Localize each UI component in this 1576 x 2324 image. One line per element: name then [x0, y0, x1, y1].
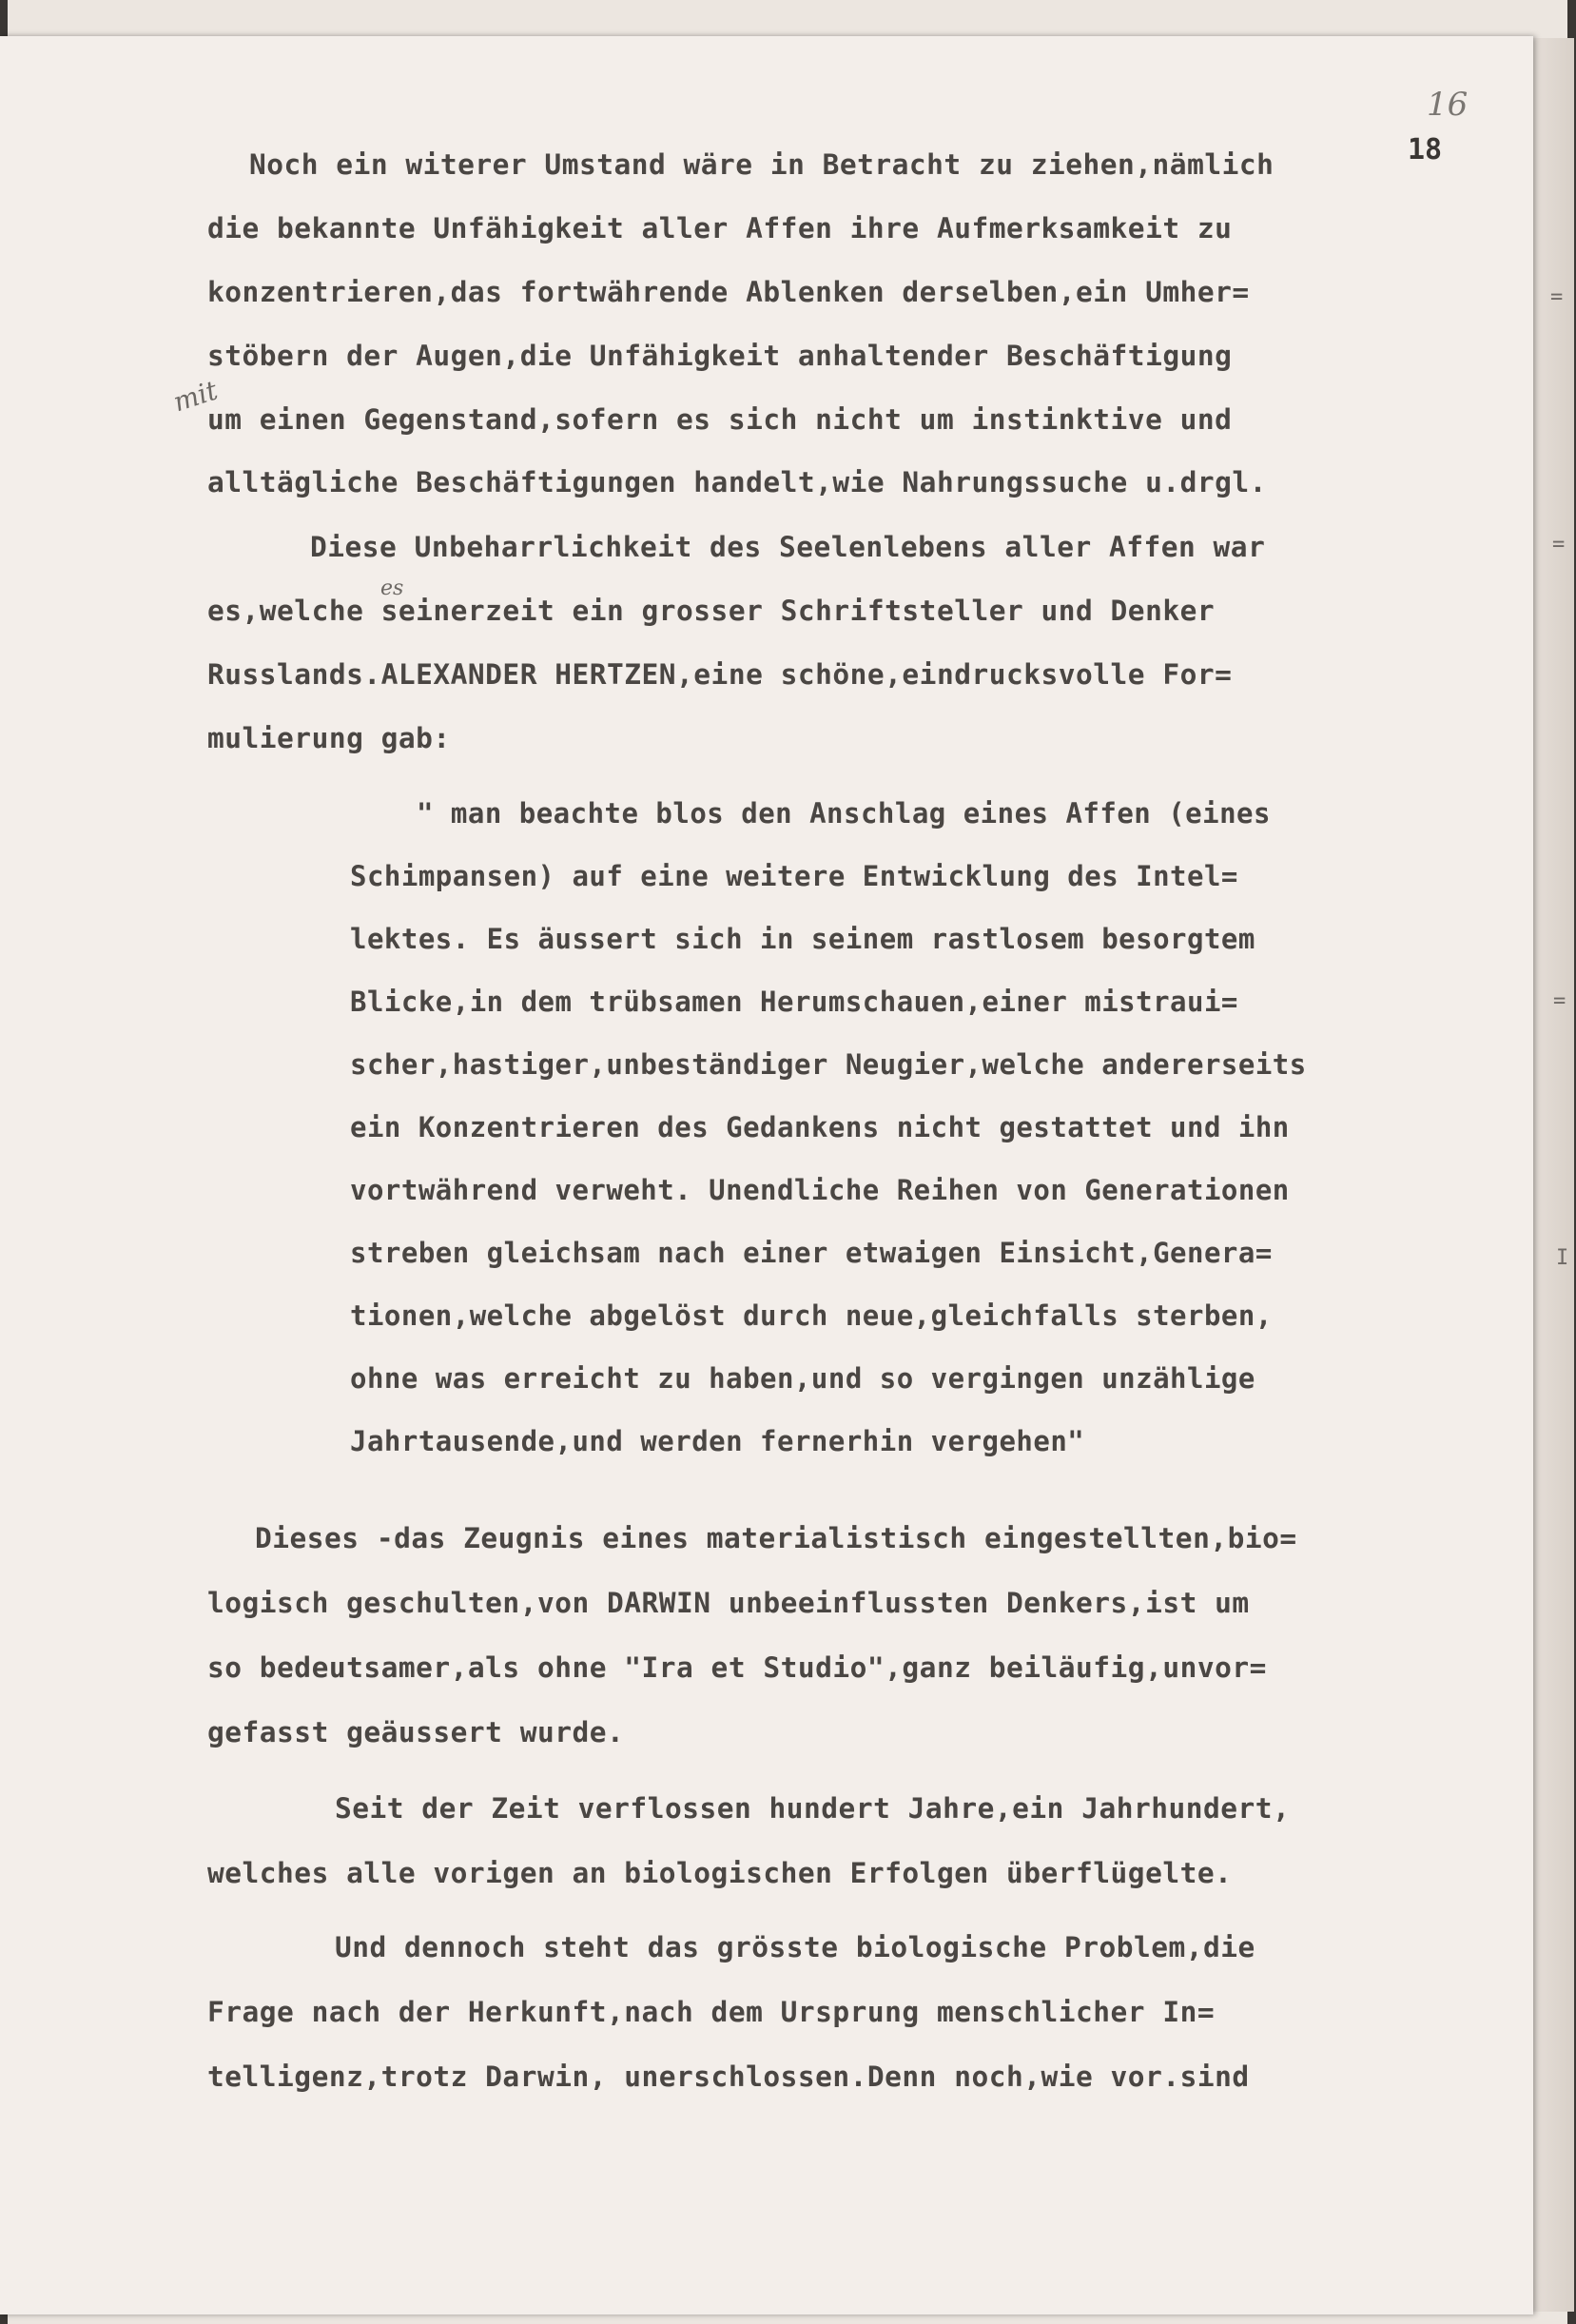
- quote-line: tionen,welche abgelöst durch neue,gleichfalls sterben,: [350, 1299, 1273, 1332]
- text-line: gefasst geäussert wurde.: [207, 1716, 625, 1748]
- quote-line: scher,hastiger,unbeständiger Neugier,welche andererseits: [350, 1048, 1307, 1081]
- text-line: konzentrieren,das fortwährende Ablenken derselben,ein Umher=: [207, 276, 1250, 308]
- text-line: Russlands.ALEXANDER HERTZEN,eine schöne,eindrucksvolle For=: [207, 658, 1233, 691]
- quote-line: " man beachte blos den Anschlag eines Affen (eines: [417, 797, 1271, 830]
- text-line: telligenz,trotz Darwin, unerschlossen.Denn noch,wie vor.sind: [207, 2060, 1250, 2093]
- handwritten-insertion-es: es: [380, 576, 404, 600]
- margin-mark: =: [1553, 989, 1566, 1013]
- text-line: welches alle vorigen an biologischen Erfolgen überflügelte.: [207, 1857, 1233, 1889]
- quote-line: streben gleichsam nach einer etwaigen Einsicht,Genera=: [350, 1237, 1273, 1269]
- text-line: logisch geschulten,von DARWIN unbeeinflussten Denkers,ist um: [207, 1587, 1250, 1619]
- text-line: so bedeutsamer,als ohne "Ira et Studio",ganz beiläufig,unvor=: [207, 1651, 1267, 1684]
- text-line: Frage nach der Herkunft,nach dem Ursprung menschlicher In=: [207, 1996, 1216, 2028]
- quote-line: vortwährend verweht. Unendliche Reihen von Generationen: [350, 1174, 1290, 1206]
- typewritten-page: [0, 36, 1533, 2314]
- quote-line: lektes. Es äussert sich in seinem rastlosem besorgtem: [350, 923, 1255, 955]
- text-line: die bekannte Unfähigkeit aller Affen ihre Aufmerksamkeit zu: [207, 212, 1233, 244]
- quote-line: Schimpansen) auf eine weitere Entwicklung des Intel=: [350, 860, 1238, 892]
- text-line: mulierung gab:: [207, 722, 451, 754]
- text-line: Diese Unbeharrlichkeit des Seelenlebens aller Affen war: [310, 531, 1266, 563]
- margin-mark: =: [1552, 533, 1566, 557]
- text-line: um einen Gegenstand,sofern es sich nicht um instinktive und: [207, 403, 1233, 436]
- quote-line: ohne was erreicht zu haben,und so vergingen unzählige: [350, 1362, 1255, 1395]
- quote-line: Jahrtausende,und werden fernerhin vergehen": [350, 1425, 1085, 1457]
- text-line: alltägliche Beschäftigungen handelt,wie Nahrungssuche u.drgl.: [207, 466, 1267, 498]
- typed-page-number: 18: [1408, 133, 1443, 166]
- text-line: Und dennoch steht das grösste biologische Problem,die: [335, 1931, 1255, 1963]
- text-line: Noch ein witerer Umstand wäre in Betracht zu ziehen,nämlich: [249, 148, 1274, 181]
- margin-mark: I: [1556, 1246, 1569, 1270]
- handwritten-page-number: 16: [1427, 86, 1469, 124]
- text-line: Seit der Zeit verflossen hundert Jahre,ein Jahrhundert,: [335, 1792, 1291, 1825]
- margin-mark: =: [1550, 285, 1564, 309]
- text-line: es,welche seinerzeit ein grosser Schriftsteller und Denker: [207, 595, 1216, 627]
- handwritten-insertion-mit: mit: [169, 374, 222, 419]
- text-line: stöbern der Augen,die Unfähigkeit anhaltender Beschäftigung: [207, 340, 1233, 372]
- text-line: Dieses -das Zeugnis eines materialistisch eingestellten,bio=: [255, 1522, 1297, 1554]
- quote-line: ein Konzentrieren des Gedankens nicht gestattet und ihn: [350, 1111, 1290, 1143]
- quote-line: Blicke,in dem trübsamen Herumschauen,einer mistraui=: [350, 986, 1238, 1018]
